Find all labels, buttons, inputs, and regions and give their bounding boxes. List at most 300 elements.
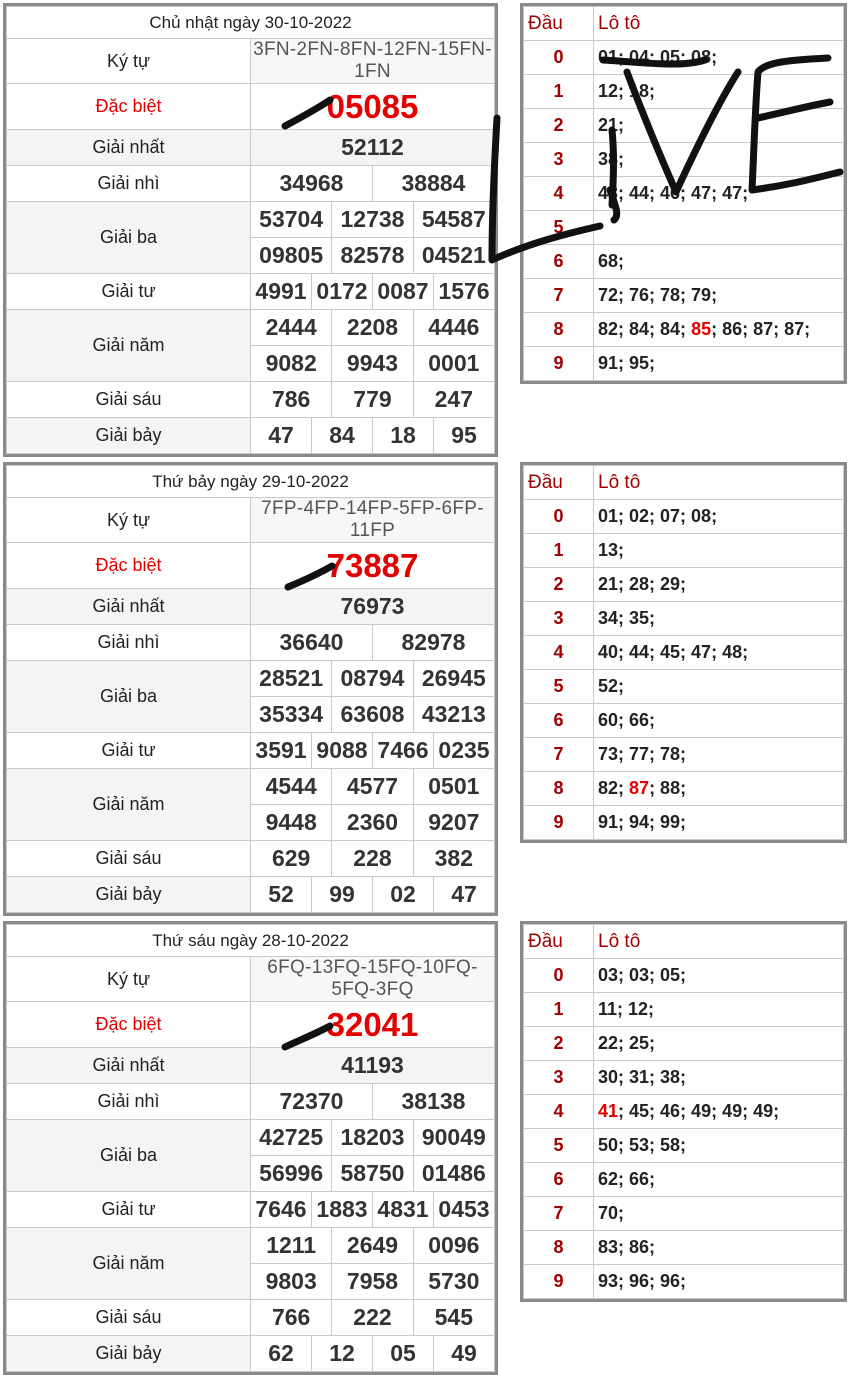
giai-tu-number: 4831	[372, 1192, 433, 1227]
loto-values	[594, 109, 844, 143]
giai-sau-cell	[251, 1300, 495, 1336]
dau-digit: 1	[524, 534, 594, 568]
loto-values	[594, 738, 844, 772]
giai-nhi-row	[7, 166, 495, 202]
giai-bay-number: 05	[372, 1336, 433, 1371]
giai-ba-cell	[251, 1156, 495, 1192]
dac-biet-number: 05085	[251, 84, 495, 130]
giai-nam-row	[7, 1228, 495, 1264]
giai-nam-number: 0501	[413, 769, 494, 804]
giai-ba-number: 63608	[331, 697, 412, 732]
giai-nam-number: 9448	[265, 809, 317, 835]
giai-sau-row-label: Giải sáu	[7, 841, 251, 877]
loto-values	[594, 1197, 844, 1231]
loto-values	[594, 1265, 844, 1299]
dau-digit: 9	[524, 1265, 594, 1299]
giai-bay-cell	[251, 418, 495, 454]
loto-row	[524, 143, 844, 177]
dau-digit: 1	[524, 75, 594, 109]
giai-sau-number: 779	[331, 382, 412, 417]
giai-ba-number: 04521	[413, 238, 494, 273]
giai-nhi-row-label: Giải nhì	[7, 1084, 251, 1120]
giai-nam-row	[7, 769, 495, 805]
giai-tu-number: 9088	[311, 733, 372, 768]
loto-row	[524, 670, 844, 704]
loto-row	[524, 1265, 844, 1299]
dac-biet-number: 73887	[251, 543, 495, 589]
giai-bay-number: 62	[268, 1340, 294, 1366]
loto-header-row	[524, 925, 844, 959]
loto-values	[594, 806, 844, 840]
date-header-row	[7, 7, 495, 39]
ky-tu-row-label: Ký tự	[7, 39, 251, 84]
dau-digit: 5	[524, 670, 594, 704]
giai-nhat-number: 41193	[251, 1048, 495, 1084]
giai-nhi-number: 38138	[372, 1084, 494, 1119]
giai-nam-number: 0096	[413, 1228, 494, 1263]
giai-tu-cell	[251, 274, 495, 310]
loto-values	[594, 1095, 844, 1129]
draw-date: Chủ nhật ngày 30-10-2022	[7, 7, 495, 39]
loto-row	[524, 738, 844, 772]
loto-header: Lô tô	[594, 925, 844, 959]
draw-date: Thứ bảy ngày 29-10-2022	[7, 466, 495, 498]
giai-nhat-number: 52112	[251, 130, 495, 166]
giai-sau-number: 629	[271, 845, 311, 871]
dac-biet-row-label: Đặc biệt	[7, 1002, 251, 1048]
giai-nhi-number: 82978	[372, 625, 494, 660]
dau-digit: 4	[524, 177, 594, 211]
giai-tu-number: 0453	[433, 1192, 494, 1227]
giai-nam-cell	[251, 310, 495, 346]
loto-values	[594, 75, 844, 109]
giai-nhat-row-label: Giải nhất	[7, 130, 251, 166]
loto-row	[524, 534, 844, 568]
giai-bay-number: 95	[433, 418, 494, 453]
loto-special-number: 41	[598, 1101, 619, 1121]
loto-number-text: 91; 95;	[598, 353, 656, 373]
loto-number-text: 01; 04; 05; 08;	[598, 47, 718, 67]
loto-table	[520, 462, 847, 843]
giai-nhi-number: 36640	[279, 629, 344, 655]
giai-ba-number: 43213	[413, 697, 494, 732]
loto-number-text: ; 88;	[649, 778, 687, 798]
giai-nam-number: 2360	[331, 805, 412, 840]
giai-sau-row	[7, 1300, 495, 1336]
date-header-row	[7, 925, 495, 957]
ky-tu-row-label: Ký tự	[7, 957, 251, 1002]
loto-row	[524, 1061, 844, 1095]
ky-tu-value: 7FP-4FP-14FP-5FP-6FP-11FP	[251, 498, 495, 543]
loto-number-text: ; 86; 87; 87;	[711, 319, 811, 339]
giai-bay-number: 47	[268, 422, 294, 448]
loto-number-text: 68;	[598, 251, 625, 271]
giai-nam-row-label: Giải năm	[7, 310, 251, 382]
loto-values	[594, 313, 844, 347]
giai-ba-number: 58750	[331, 1156, 412, 1191]
loto-number-text: ; 45; 46; 49; 49; 49;	[618, 1101, 780, 1121]
loto-special-number: 87	[629, 778, 650, 798]
loto-number-text: 38;	[598, 149, 625, 169]
dau-digit: 5	[524, 211, 594, 245]
loto-row	[524, 1197, 844, 1231]
dau-header: Đầu	[524, 466, 594, 500]
giai-tu-number: 0087	[372, 274, 433, 309]
giai-ba-number: 28521	[259, 665, 324, 691]
loto-values	[594, 1231, 844, 1265]
loto-table	[520, 921, 847, 1302]
loto-row	[524, 568, 844, 602]
giai-bay-number: 47	[433, 877, 494, 912]
giai-sau-number: 766	[271, 1304, 311, 1330]
loto-values	[594, 211, 844, 245]
loto-number-text: 72; 76; 78; 79;	[598, 285, 718, 305]
draw-date: Thứ sáu ngày 28-10-2022	[7, 925, 495, 957]
giai-ba-number: 09805	[259, 242, 324, 268]
giai-nhat-row-label: Giải nhất	[7, 589, 251, 625]
giai-nam-row	[7, 310, 495, 346]
loto-number-text: 12; 18;	[598, 81, 656, 101]
giai-nam-row-label: Giải năm	[7, 1228, 251, 1300]
giai-tu-row-label: Giải tư	[7, 1192, 251, 1228]
loto-values	[594, 602, 844, 636]
loto-values	[594, 1027, 844, 1061]
giai-bay-row	[7, 877, 495, 913]
giai-sau-cell	[251, 382, 495, 418]
loto-row	[524, 41, 844, 75]
date-header-row	[7, 466, 495, 498]
ky-tu-row	[7, 39, 495, 84]
ky-tu-row-label: Ký tự	[7, 498, 251, 543]
loto-number-text: 60; 66;	[598, 710, 656, 730]
ky-tu-row	[7, 957, 495, 1002]
giai-ba-row-label: Giải ba	[7, 661, 251, 733]
giai-ba-number: 90049	[413, 1120, 494, 1155]
giai-bay-row	[7, 1336, 495, 1372]
giai-nam-number: 9803	[265, 1268, 317, 1294]
giai-sau-number: 247	[413, 382, 494, 417]
giai-nhat-row	[7, 589, 495, 625]
loto-row	[524, 347, 844, 381]
loto-number-text: 03; 03; 05;	[598, 965, 687, 985]
giai-bay-row	[7, 418, 495, 454]
dau-digit: 4	[524, 1095, 594, 1129]
loto-row	[524, 279, 844, 313]
result-table	[3, 462, 498, 916]
loto-values	[594, 568, 844, 602]
giai-nhat-row-label: Giải nhất	[7, 1048, 251, 1084]
loto-values	[594, 636, 844, 670]
loto-values	[594, 772, 844, 806]
loto-values	[594, 500, 844, 534]
giai-ba-row	[7, 661, 495, 697]
loto-number-text: 34; 35;	[598, 608, 656, 628]
giai-nam-number: 7958	[331, 1264, 412, 1299]
giai-tu-number: 3591	[255, 737, 307, 763]
giai-bay-number: 02	[372, 877, 433, 912]
giai-nhi-cell	[251, 625, 495, 661]
dau-digit: 3	[524, 602, 594, 636]
giai-ba-number: 54587	[413, 202, 494, 237]
result-table	[3, 3, 498, 457]
giai-nam-number: 0001	[413, 346, 494, 381]
loto-row	[524, 109, 844, 143]
loto-values	[594, 143, 844, 177]
giai-bay-number: 84	[311, 418, 372, 453]
giai-sau-number: 545	[413, 1300, 494, 1335]
dau-header: Đầu	[524, 925, 594, 959]
loto-special-number: 85	[691, 319, 712, 339]
loto-number-text: 52;	[598, 676, 625, 696]
giai-ba-cell	[251, 1120, 495, 1156]
loto-number-text: 30; 31; 38;	[598, 1067, 687, 1087]
giai-ba-number: 08794	[331, 661, 412, 696]
loto-values	[594, 1061, 844, 1095]
giai-ba-number: 12738	[331, 202, 412, 237]
giai-bay-row-label: Giải bảy	[7, 1336, 251, 1372]
loto-table	[520, 3, 847, 384]
result-table	[3, 921, 498, 1375]
dac-biet-number: 32041	[251, 1002, 495, 1048]
dau-digit: 7	[524, 279, 594, 313]
dau-digit: 1	[524, 993, 594, 1027]
giai-nhi-number: 34968	[279, 170, 344, 196]
loto-row	[524, 806, 844, 840]
loto-row	[524, 245, 844, 279]
giai-nam-number: 2444	[265, 314, 317, 340]
loto-row	[524, 993, 844, 1027]
giai-ba-cell	[251, 238, 495, 274]
loto-values	[594, 279, 844, 313]
giai-nhi-row-label: Giải nhì	[7, 166, 251, 202]
giai-bay-number: 12	[311, 1336, 372, 1371]
loto-row	[524, 602, 844, 636]
dau-digit: 6	[524, 1163, 594, 1197]
loto-values	[594, 959, 844, 993]
giai-ba-number: 53704	[259, 206, 324, 232]
giai-ba-cell	[251, 697, 495, 733]
giai-ba-cell	[251, 661, 495, 697]
giai-tu-cell	[251, 733, 495, 769]
giai-tu-cell	[251, 1192, 495, 1228]
giai-sau-number: 228	[331, 841, 412, 876]
dac-biet-row-label: Đặc biệt	[7, 84, 251, 130]
giai-nam-number: 9207	[413, 805, 494, 840]
dau-digit: 0	[524, 500, 594, 534]
loto-row	[524, 1231, 844, 1265]
giai-sau-cell	[251, 841, 495, 877]
giai-nam-cell	[251, 805, 495, 841]
loto-values	[594, 347, 844, 381]
loto-row	[524, 1027, 844, 1061]
ky-tu-row	[7, 498, 495, 543]
loto-values	[594, 993, 844, 1027]
giai-sau-number: 786	[271, 386, 311, 412]
giai-nam-row-label: Giải năm	[7, 769, 251, 841]
giai-tu-row	[7, 1192, 495, 1228]
giai-sau-row-label: Giải sáu	[7, 1300, 251, 1336]
giai-nhat-row	[7, 1048, 495, 1084]
giai-ba-number: 42725	[259, 1124, 324, 1150]
giai-ba-number: 82578	[331, 238, 412, 273]
loto-number-text: 21;	[598, 115, 625, 135]
loto-row	[524, 636, 844, 670]
dau-digit: 0	[524, 41, 594, 75]
loto-row	[524, 313, 844, 347]
dac-biet-row	[7, 1002, 495, 1048]
giai-sau-row-label: Giải sáu	[7, 382, 251, 418]
loto-number-text: 11; 12;	[598, 999, 655, 1019]
giai-tu-number: 4991	[255, 278, 307, 304]
giai-nam-number: 2208	[331, 310, 412, 345]
giai-nam-number: 4446	[413, 310, 494, 345]
loto-number-text: 73; 77; 78;	[598, 744, 687, 764]
dau-digit: 8	[524, 1231, 594, 1265]
dac-biet-row-label: Đặc biệt	[7, 543, 251, 589]
giai-nhat-row	[7, 130, 495, 166]
dau-digit: 9	[524, 806, 594, 840]
giai-bay-number: 99	[311, 877, 372, 912]
giai-tu-number: 0235	[433, 733, 494, 768]
giai-nam-number: 4577	[331, 769, 412, 804]
dau-digit: 0	[524, 959, 594, 993]
loto-number-text: 40; 44; 45; 47; 48;	[598, 642, 749, 662]
giai-nam-number: 9943	[331, 346, 412, 381]
giai-ba-row	[7, 1120, 495, 1156]
loto-row	[524, 704, 844, 738]
loto-values	[594, 534, 844, 568]
giai-nam-number: 2649	[331, 1228, 412, 1263]
giai-sau-row	[7, 382, 495, 418]
loto-row	[524, 500, 844, 534]
loto-number-text: 62; 66;	[598, 1169, 656, 1189]
giai-nhi-row	[7, 1084, 495, 1120]
giai-ba-number: 26945	[413, 661, 494, 696]
giai-tu-number: 1576	[433, 274, 494, 309]
dau-digit: 5	[524, 1129, 594, 1163]
giai-tu-row-label: Giải tư	[7, 733, 251, 769]
giai-nam-number: 4544	[265, 773, 317, 799]
giai-tu-row	[7, 274, 495, 310]
giai-nhi-number: 72370	[279, 1088, 344, 1114]
loto-row	[524, 1163, 844, 1197]
loto-values	[594, 670, 844, 704]
giai-tu-number: 0172	[311, 274, 372, 309]
giai-bay-row-label: Giải bảy	[7, 418, 251, 454]
ky-tu-value: 3FN-2FN-8FN-12FN-15FN-1FN	[251, 39, 495, 84]
loto-row	[524, 1129, 844, 1163]
loto-number-text: 70;	[598, 1203, 625, 1223]
giai-bay-number: 18	[372, 418, 433, 453]
dau-digit: 7	[524, 738, 594, 772]
loto-row	[524, 211, 844, 245]
giai-nhi-row-label: Giải nhì	[7, 625, 251, 661]
giai-ba-number: 35334	[259, 701, 324, 727]
loto-number-text: 93; 96; 96;	[598, 1271, 687, 1291]
dac-biet-row	[7, 543, 495, 589]
ky-tu-value: 6FQ-13FQ-15FQ-10FQ-5FQ-3FQ	[251, 957, 495, 1002]
loto-values	[594, 245, 844, 279]
loto-row	[524, 1095, 844, 1129]
loto-values	[594, 704, 844, 738]
giai-ba-cell	[251, 202, 495, 238]
giai-bay-cell	[251, 877, 495, 913]
giai-sau-row	[7, 841, 495, 877]
loto-number-text: 83; 86;	[598, 1237, 656, 1257]
giai-tu-number: 7646	[255, 1196, 307, 1222]
loto-number-text: 82; 84; 84;	[598, 319, 692, 339]
dau-digit: 3	[524, 143, 594, 177]
loto-row	[524, 177, 844, 211]
dau-digit: 2	[524, 568, 594, 602]
giai-tu-number: 7466	[372, 733, 433, 768]
loto-number-text: 50; 53; 58;	[598, 1135, 687, 1155]
giai-nhi-cell	[251, 1084, 495, 1120]
giai-ba-number: 56996	[259, 1160, 324, 1186]
loto-number-text: 13;	[598, 540, 625, 560]
loto-row	[524, 959, 844, 993]
loto-number-text: 21; 28; 29;	[598, 574, 687, 594]
loto-number-text: 01; 02; 07; 08;	[598, 506, 718, 526]
giai-tu-row-label: Giải tư	[7, 274, 251, 310]
giai-nhat-number: 76973	[251, 589, 495, 625]
giai-nam-number: 5730	[413, 1264, 494, 1299]
dau-header: Đầu	[524, 7, 594, 41]
giai-tu-number: 1883	[311, 1192, 372, 1227]
loto-header: Lô tô	[594, 466, 844, 500]
loto-number-text: 22; 25;	[598, 1033, 656, 1053]
loto-values	[594, 177, 844, 211]
giai-ba-number: 01486	[413, 1156, 494, 1191]
giai-tu-row	[7, 733, 495, 769]
giai-bay-cell	[251, 1336, 495, 1372]
loto-header-row	[524, 466, 844, 500]
dau-digit: 2	[524, 109, 594, 143]
giai-nam-cell	[251, 346, 495, 382]
loto-values	[594, 1163, 844, 1197]
dau-digit: 8	[524, 313, 594, 347]
loto-values	[594, 41, 844, 75]
giai-nam-cell	[251, 769, 495, 805]
giai-sau-number: 222	[331, 1300, 412, 1335]
dau-digit: 6	[524, 704, 594, 738]
giai-ba-row-label: Giải ba	[7, 1120, 251, 1192]
giai-bay-number: 52	[268, 881, 294, 907]
loto-number-text: 91; 94; 99;	[598, 812, 687, 832]
giai-nhi-cell	[251, 166, 495, 202]
giai-nhi-row	[7, 625, 495, 661]
giai-nam-number: 9082	[265, 350, 317, 376]
loto-number-text: 82;	[598, 778, 630, 798]
dau-digit: 7	[524, 1197, 594, 1231]
giai-nhi-number: 38884	[372, 166, 494, 201]
dau-digit: 6	[524, 245, 594, 279]
loto-values	[594, 1129, 844, 1163]
loto-row	[524, 75, 844, 109]
loto-header-row	[524, 7, 844, 41]
dau-digit: 4	[524, 636, 594, 670]
loto-number-text: 43; 44; 46; 47; 47;	[598, 183, 749, 203]
giai-nam-cell	[251, 1264, 495, 1300]
giai-nam-number: 1211	[266, 1232, 317, 1258]
giai-ba-row-label: Giải ba	[7, 202, 251, 274]
loto-row	[524, 772, 844, 806]
dac-biet-row	[7, 84, 495, 130]
giai-sau-number: 382	[413, 841, 494, 876]
dau-digit: 8	[524, 772, 594, 806]
giai-nam-cell	[251, 1228, 495, 1264]
dau-digit: 9	[524, 347, 594, 381]
